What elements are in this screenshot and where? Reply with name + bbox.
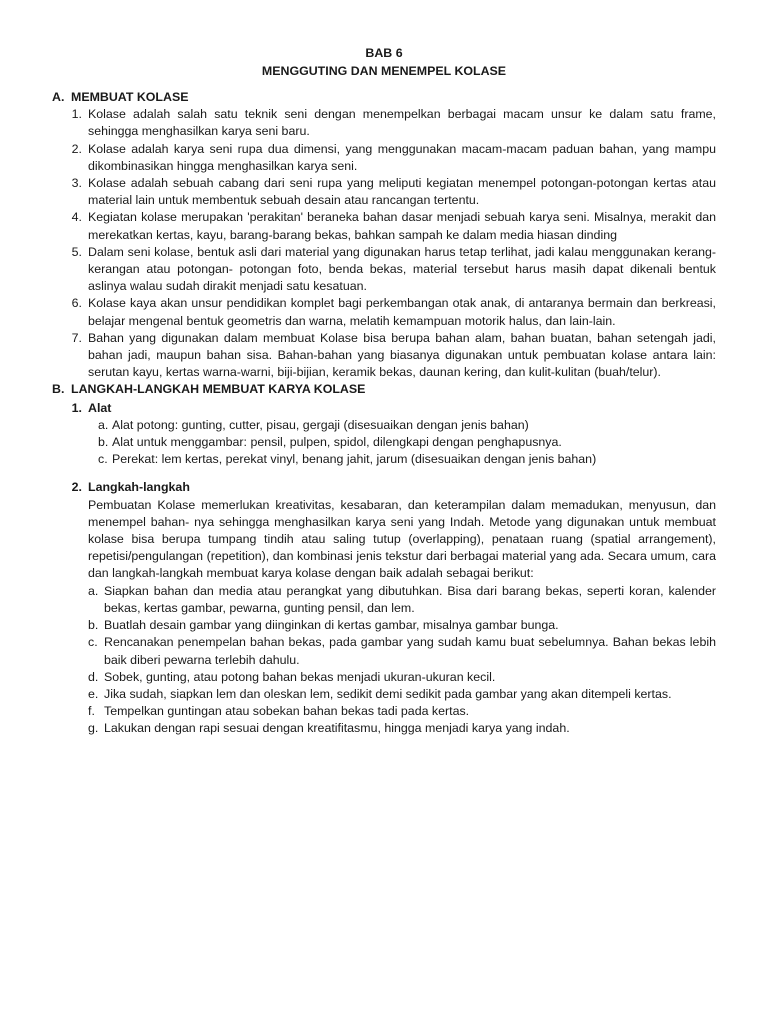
list-item-text: Kegiatan kolase merupakan 'perakitan' beraneka bahan dasar menjadi sebuah karya seni. Misalnya, merakit dan merekatkan kertas, kayu, barang-barang bekas, bahkan sampah ke dalam media hiasan dinding	[88, 210, 716, 242]
section-a-list	[52, 106, 716, 381]
list-item-letter: c.	[88, 635, 98, 650]
list-item-text: Sobek, gunting, atau potong bahan bekas menjadi ukuran-ukuran kecil.	[104, 669, 496, 684]
list-item-text: Dalam seni kolase, bentuk asli dari material yang digunakan harus tetap terlihat, jadi kalau menggunakan kerang-kerangan atau potongan- potongan foto, benda bekas, material tersebut harus masih dapat dikenali bentuk aslinya walau sudah dirakit menjadi satu kesatuan.	[88, 244, 716, 294]
list-item	[88, 634, 716, 668]
list-item-text: Lakukan dengan rapi sesuai dengan kreatifitasmu, hingga menjadi karya yang indah.	[104, 721, 570, 736]
section-b-heading	[52, 381, 716, 398]
alat-number: 1.	[71, 400, 82, 415]
list-item-text: Buatlah desain gambar yang diinginkan di kertas gambar, misalnya gambar bunga.	[104, 618, 559, 633]
list-item	[88, 669, 716, 686]
list-item-letter: c.	[98, 452, 108, 467]
list-item	[88, 720, 716, 737]
list-item-letter: a.	[88, 583, 99, 598]
list-item-letter: g.	[88, 721, 99, 736]
list-item-number: 3.	[71, 176, 82, 191]
list-item-number: 1.	[71, 107, 82, 122]
list-item-letter: f.	[88, 704, 95, 719]
list-item-letter: b.	[98, 435, 109, 450]
list-item	[88, 617, 716, 634]
list-item-number: 5.	[71, 244, 82, 259]
list-item-number: 4.	[71, 210, 82, 225]
section-b-title: LANGKAH-LANGKAH MEMBUAT KARYA KOLASE	[71, 382, 366, 397]
list-item	[98, 451, 716, 468]
list-item	[88, 686, 716, 703]
langkah-title: Langkah-langkah	[88, 480, 190, 495]
section-a-letter: A.	[52, 90, 65, 104]
list-item-text: Kolase kaya akan unsur pendidikan komplet bagi perkembangan otak anak, di antaranya bermain dan berkreasi, belajar mengenal bentuk geometris dan warna, melatih kemampuan motorik halus, dan lain-lain.	[88, 296, 716, 328]
section-a-title: MEMBUAT KOLASE	[71, 90, 189, 104]
list-item-text: Kolase adalah karya seni rupa dua dimensi, yang menggunakan macam-macam paduan bahan, yang mampu dikombinasikan hingga menghasilkan karya seni.	[88, 141, 716, 173]
list-item-text: Tempelkan guntingan atau sobekan bahan bekas tadi pada kertas.	[104, 704, 470, 719]
list-item	[52, 330, 716, 382]
list-item-text: Alat potong: gunting, cutter, pisau, gergaji (disesuaikan dengan jenis bahan)	[112, 417, 529, 432]
list-item	[52, 106, 716, 140]
list-item-text: Kolase adalah salah satu teknik seni dengan menempelkan berbagai macam unsur ke dalam satu frame, sehingga menghasilkan karya seni baru.	[88, 107, 716, 139]
list-item-text: Alat untuk menggambar: pensil, pulpen, spidol, dilengkapi dengan penghapusnya.	[112, 435, 562, 450]
list-item-text: Jika sudah, siapkan lem dan oleskan lem, sedikit demi sedikit pada gambar yang akan ditempeli kertas.	[104, 686, 672, 701]
list-item-text: Kolase adalah sebuah cabang dari seni rupa yang meliputi kegiatan menempel potongan-potongan kertas atau material lain untuk membentuk sebuah desain atau rancangan tertentu.	[88, 176, 716, 208]
list-item	[52, 244, 716, 296]
langkah-paragraph: Pembuatan Kolase memerlukan kreativitas, kesabaran, dan keterampilan dalam memadukan, menyusun, dan menempel bahan- nya sehingga menghasilkan karya seni yang Indah. Metode yang digunakan untuk membuat kolase bisa berupa tumpang tindih atau saling tutup (overlapping), penataan ruang (spatial arrangement), repetisi/pengulangan (repetition), dan kombinasi jenis tekstur dari berbagai material yang ada. Secara umum, cara dan langkah-langkah membuat karya kolase dengan baik adalah sebagai berikut:	[88, 497, 716, 581]
list-item	[98, 434, 716, 451]
list-item-text: Bahan yang digunakan dalam membuat Kolase bisa berupa bahan alam, bahan buatan, bahan setengah jadi, bahan jadi, maupun bahan sisa. Bahan-bahan yang biasanya digunakan untuk pembuatan kolase antara lain: serutan kayu, kertas warna-warni, biji-bijian, keramik bekas, daunan kering, dan kulit-kulitan (buah/telur).	[88, 330, 716, 380]
list-item-letter: a.	[98, 417, 109, 432]
list-item-number: 2.	[71, 141, 82, 156]
list-item	[52, 175, 716, 209]
page-title: MENGGUTING DAN MENEMPEL KOLASE	[261, 64, 507, 78]
list-item-text: Rencanakan penempelan bahan bekas, pada gambar yang sudah kamu buat sebelumnya. Bahan bekas lebih baik diberi pewarna terlebih dahulu.	[104, 635, 716, 667]
list-item-text: Siapkan bahan dan media atau perangkat yang dibutuhkan. Bisa dari barang bekas, seperti koran, kalender bekas, kertas gambar, pewarna, gunting pensil, dan lem.	[104, 583, 716, 615]
list-item-number: 6.	[71, 296, 82, 311]
list-item-letter: b.	[88, 618, 99, 633]
alat-title: Alat	[88, 400, 112, 415]
list-item-letter: d.	[88, 669, 99, 684]
list-item-letter: e.	[88, 686, 99, 701]
section-b-letter: B.	[52, 382, 65, 397]
langkah-heading	[52, 479, 716, 496]
list-item	[52, 295, 716, 329]
spacer	[52, 468, 716, 478]
list-item	[98, 417, 716, 434]
list-item-text: Perekat: lem kertas, perekat vinyl, benang jahit, jarum (disesuaikan dengan jenis bahan)	[112, 452, 597, 467]
list-item	[52, 209, 716, 243]
chapter-label: BAB 6	[365, 46, 403, 60]
list-item-number: 7.	[71, 330, 82, 345]
alat-list	[52, 417, 716, 469]
langkah-number: 2.	[71, 480, 82, 495]
list-item	[88, 583, 716, 617]
list-item	[52, 141, 716, 175]
section-a-heading	[52, 89, 716, 106]
alat-heading	[52, 400, 716, 417]
list-item	[88, 703, 716, 720]
steps-list	[52, 583, 716, 738]
